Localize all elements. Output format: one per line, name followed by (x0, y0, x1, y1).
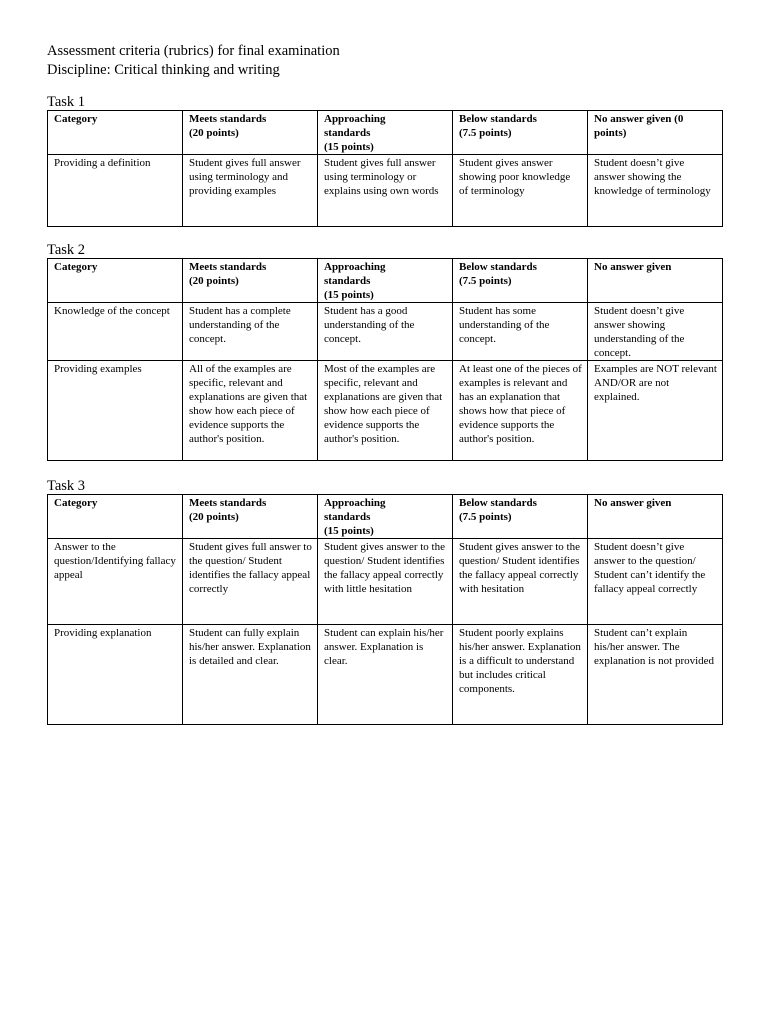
table-cell-category: Providing examples (48, 361, 183, 461)
header-text: Approaching (324, 261, 386, 273)
task-1-title: Task 1 (47, 94, 86, 110)
task-2-rubric-table (47, 258, 723, 461)
table-cell-approaching-standards: Most of the examples are specific, relevant and explanations are given that show how each piece of evidence supports the author's position. (318, 361, 453, 461)
header-text: (20 points) (189, 127, 239, 139)
header-text: Category (54, 497, 98, 509)
table-row (48, 303, 723, 361)
header-text: (15 points) (324, 525, 374, 537)
header-text: Approaching (324, 113, 386, 125)
header-text: Meets standards (189, 261, 267, 273)
header-text: Below standards (459, 497, 537, 509)
header-text: (15 points) (324, 141, 374, 153)
header-text: (20 points) (189, 511, 239, 523)
header-cell-approaching-standards (318, 259, 453, 303)
header-text: Category (54, 113, 98, 125)
document-title: Assessment criteria (rubrics) for final examination (47, 43, 340, 59)
header-cell-category (48, 495, 183, 539)
table-cell-below-standards: Student gives answer to the question/ Student identifies the fallacy appeal correctly with hesitation (453, 539, 588, 625)
header-text: No answer given (594, 261, 672, 273)
task-2-title: Task 2 (47, 242, 86, 258)
header-text: (20 points) (189, 275, 239, 287)
header-text: (15 points) (324, 289, 374, 301)
header-text: Below standards (459, 113, 537, 125)
task-1-rubric-table (47, 110, 723, 227)
header-text: No answer given (594, 497, 672, 509)
header-cell-no-answer-given (588, 111, 723, 155)
table-cell-approaching-standards: Student has a good understanding of the concept. (318, 303, 453, 361)
header-text: Below standards (459, 261, 537, 273)
task-3-section (47, 478, 722, 725)
header-cell-no-answer-given (588, 495, 723, 539)
header-cell-below-standards (453, 259, 588, 303)
table-row (48, 539, 723, 625)
table-cell-approaching-standards: Student gives answer to the question/ Student identifies the fallacy appeal correctly with little hesitation (318, 539, 453, 625)
header-cell-meets-standards (183, 111, 318, 155)
table-cell-below-standards: Student has some understanding of the concept. (453, 303, 588, 361)
table-cell-meets-standards: Student gives full answer using terminology and providing examples (183, 155, 318, 227)
header-text: standards (324, 275, 371, 287)
table-cell-meets-standards: Student can fully explain his/her answer. Explanation is detailed and clear. (183, 625, 318, 725)
table-cell-no-answer-given: Student doesn’t give answer to the question/ Student can’t identify the fallacy appeal correctly (588, 539, 723, 625)
header-text: points) (594, 127, 627, 139)
table-cell-below-standards: At least one of the pieces of examples is relevant and has an explanation that shows how that piece of evidence supports the author's position. (453, 361, 588, 461)
header-text: standards (324, 511, 371, 523)
task-2-section (47, 242, 722, 461)
header-text: (7.5 points) (459, 511, 512, 523)
header-cell-category (48, 111, 183, 155)
task-3-rubric-table (47, 494, 723, 725)
table-row (48, 155, 723, 227)
header-cell-approaching-standards (318, 495, 453, 539)
header-text: (7.5 points) (459, 127, 512, 139)
table-header-row (48, 495, 723, 539)
table-cell-approaching-standards: Student can explain his/her answer. Explanation is clear. (318, 625, 453, 725)
header-text: Meets standards (189, 497, 267, 509)
header-text: Approaching (324, 497, 386, 509)
header-text: standards (324, 127, 371, 139)
header-cell-meets-standards (183, 259, 318, 303)
table-cell-approaching-standards: Student gives full answer using terminology or explains using own words (318, 155, 453, 227)
task-1-section (47, 94, 722, 227)
header-cell-meets-standards (183, 495, 318, 539)
document-page (47, 42, 722, 725)
table-cell-no-answer-given: Student doesn’t give answer showing understanding of the concept. (588, 303, 723, 361)
header-cell-below-standards (453, 495, 588, 539)
document-discipline: Discipline: Critical thinking and writing (47, 62, 280, 78)
table-row (48, 361, 723, 461)
header-text: No answer given (0 (594, 113, 684, 125)
table-cell-below-standards: Student gives answer showing poor knowledge of terminology (453, 155, 588, 227)
task-3-title: Task 3 (47, 478, 86, 494)
table-cell-no-answer-given: Student doesn’t give answer showing the knowledge of terminology (588, 155, 723, 227)
header-cell-category (48, 259, 183, 303)
table-cell-no-answer-given: Examples are NOT relevant AND/OR are not explained. (588, 361, 723, 461)
table-cell-below-standards: Student poorly explains his/her answer. Explanation is a difficult to understand but includes critical components. (453, 625, 588, 725)
table-cell-category: Providing explanation (48, 625, 183, 725)
header-text: Category (54, 261, 98, 273)
table-cell-category: Providing a definition (48, 155, 183, 227)
table-header-row (48, 111, 723, 155)
table-cell-meets-standards: All of the examples are specific, relevant and explanations are given that show how each piece of evidence supports the author's position. (183, 361, 318, 461)
table-header-row (48, 259, 723, 303)
header-cell-no-answer-given (588, 259, 723, 303)
table-cell-category: Answer to the question/Identifying fallacy appeal (48, 539, 183, 625)
header-cell-approaching-standards (318, 111, 453, 155)
header-text: Meets standards (189, 113, 267, 125)
table-row (48, 625, 723, 725)
table-cell-meets-standards: Student gives full answer to the question/ Student identifies the fallacy appeal correctly (183, 539, 318, 625)
table-cell-no-answer-given: Student can’t explain his/her answer. The explanation is not provided (588, 625, 723, 725)
header-cell-below-standards (453, 111, 588, 155)
table-cell-category: Knowledge of the concept (48, 303, 183, 361)
table-cell-meets-standards: Student has a complete understanding of the concept. (183, 303, 318, 361)
header-text: (7.5 points) (459, 275, 512, 287)
